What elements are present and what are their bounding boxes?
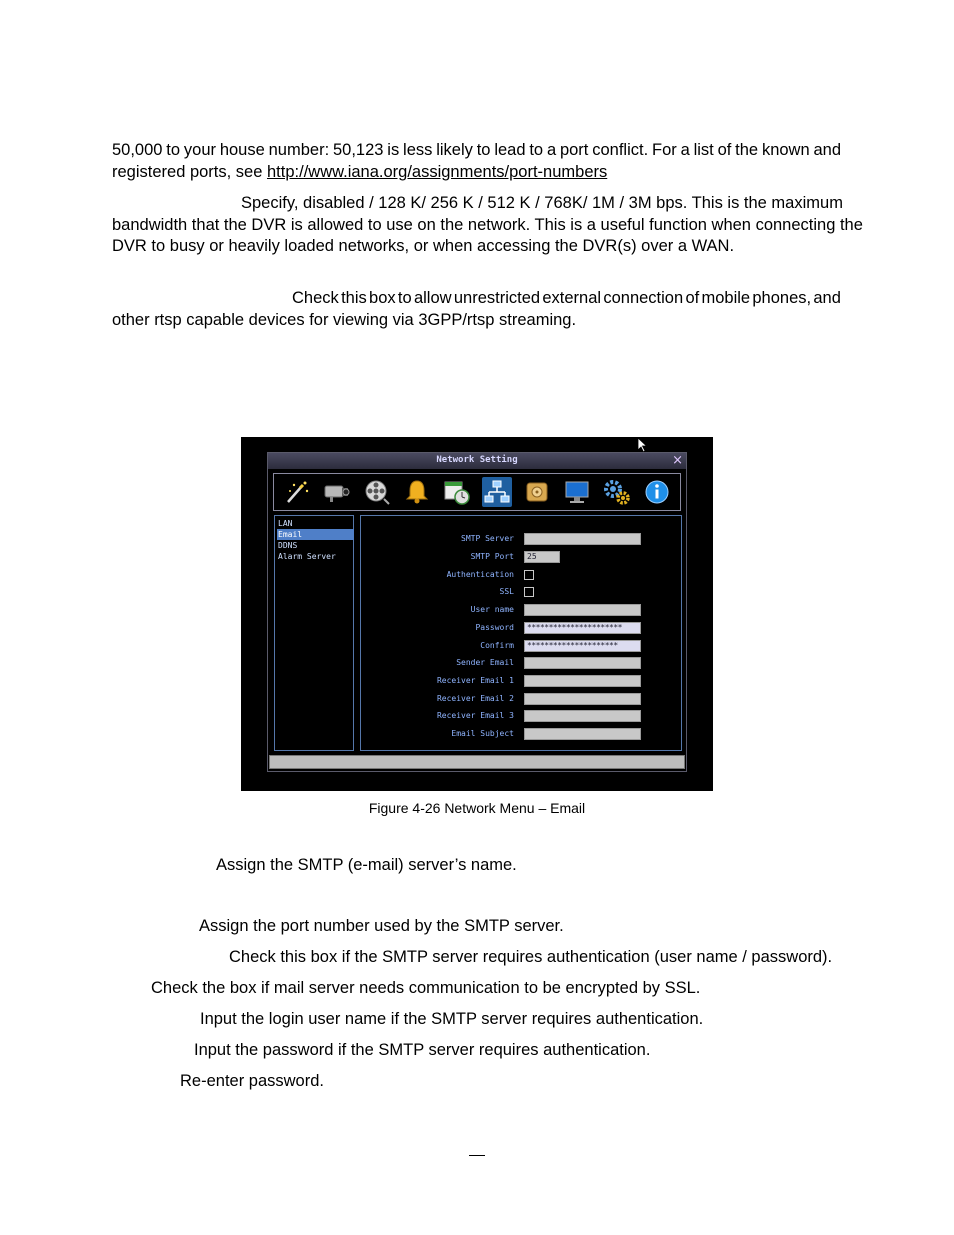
rtsp-word: connection	[603, 289, 684, 307]
rtsp-word: unrestricted	[453, 289, 541, 307]
sender-email-label: Sender Email	[456, 658, 514, 667]
system-gear-icon[interactable]	[602, 477, 632, 507]
intro-line-1	[112, 140, 841, 162]
bandwidth-line-2: bandwidth that the DVR is allowed to use on the network. This is a useful function when connecting the	[112, 215, 863, 234]
figure-caption: Figure 4-26 Network Menu – Email	[368, 800, 586, 816]
bandwidth-line-3: DVR to busy or heavily loaded networks, or when accessing the DVR(s) over a WAN.	[112, 237, 735, 255]
window-title: Network Setting	[436, 455, 518, 465]
menu-item-lan[interactable]: LAN	[278, 519, 293, 528]
intro-word: the	[735, 141, 759, 159]
receiver-email-3-label: Receiver Email 3	[436, 711, 514, 720]
network-email-screenshot	[241, 437, 713, 791]
intro-word: 50,000	[112, 141, 163, 159]
close-icon[interactable]: ×	[672, 453, 683, 468]
settings-toolbar	[273, 473, 681, 511]
user-name-description: Input the login user name if the SMTP server requires authentication.	[200, 1010, 704, 1028]
smtp-server-label: SMTP Server	[461, 534, 514, 543]
rtsp-line-1	[112, 288, 841, 310]
bandwidth-paragraph	[112, 193, 863, 258]
network-icon[interactable]	[482, 477, 512, 507]
intro-word: a	[546, 141, 557, 159]
disk-icon[interactable]	[522, 477, 552, 507]
intro-word: less	[403, 141, 433, 159]
intro-word: lead	[494, 141, 526, 159]
intro-word: is	[387, 141, 400, 159]
intro-word: and	[813, 141, 841, 159]
info-icon[interactable]	[642, 477, 672, 507]
password-label: Password	[475, 623, 514, 632]
ssl-label: SSL	[499, 587, 514, 596]
password-description: Input the password if the SMTP server requires authentication.	[194, 1041, 651, 1059]
ssl-description: Check the box if mail server needs communication to be encrypted by SSL.	[151, 979, 701, 997]
network-setting-window	[267, 452, 687, 772]
authentication-description: Check this box if the SMTP server requires authentication (user name / password).	[229, 948, 833, 966]
password-field[interactable]: **********************	[524, 622, 641, 634]
intro-word: to	[529, 141, 544, 159]
smtp-server-field[interactable]	[524, 533, 641, 545]
record-icon[interactable]	[362, 477, 392, 507]
menu-item-alarm-server[interactable]: Alarm Server	[278, 552, 336, 561]
mouse-cursor-icon	[637, 437, 649, 453]
authentication-checkbox[interactable]	[524, 570, 534, 580]
sender-email-field[interactable]	[524, 657, 641, 669]
ssl-checkbox[interactable]	[524, 587, 534, 597]
intro-word: to	[476, 141, 491, 159]
intro-word: of	[717, 141, 732, 159]
camera-icon[interactable]	[322, 477, 352, 507]
menu-item-ddns[interactable]: DDNS	[278, 541, 298, 550]
intro-word: house	[219, 141, 265, 159]
menu-item-email[interactable]: Email	[277, 529, 354, 540]
rtsp-word: external	[542, 289, 602, 307]
email-subject-label: Email Subject	[451, 729, 514, 738]
bandwidth-line-1: Specify, disabled / 128 K/ 256 K / 512 K / 768K/ 1M / 3M bps. This is the maximum	[241, 194, 843, 212]
schedule-icon[interactable]	[442, 477, 472, 507]
user-name-field[interactable]	[524, 604, 641, 616]
monitor-icon[interactable]	[562, 477, 592, 507]
intro-word: 50,123	[332, 141, 384, 159]
rtsp-word: of	[685, 289, 700, 307]
rtsp-line-2: other rtsp capable devices for viewing via 3GPP/rtsp streaming.	[112, 310, 577, 329]
user-name-label: User name	[470, 605, 514, 614]
network-menu-list	[274, 515, 354, 751]
receiver-email-1-label: Receiver Email 1	[436, 676, 514, 685]
smtp-port-label: SMTP Port	[470, 552, 514, 561]
iana-port-numbers-link[interactable]: http://www.iana.org/assignments/port-numbers	[267, 162, 608, 181]
intro-text: registered ports, see	[112, 162, 267, 181]
confirm-field[interactable]: *********************	[524, 640, 641, 652]
intro-word: likely	[436, 141, 473, 159]
rtsp-word: this	[341, 289, 367, 307]
email-settings-panel	[360, 515, 682, 751]
alarm-bell-icon[interactable]	[402, 477, 432, 507]
confirm-label: Confirm	[480, 641, 514, 650]
receiver-email-2-label: Receiver Email 2	[436, 694, 514, 703]
receiver-email-2-field[interactable]	[524, 693, 641, 705]
smtp-port-field[interactable]: 25	[524, 551, 560, 563]
intro-word: known	[761, 141, 810, 159]
rtsp-word: to	[397, 289, 412, 307]
intro-word: list	[693, 141, 714, 159]
rtsp-word: mobile	[701, 289, 751, 307]
wizard-icon[interactable]	[282, 477, 312, 507]
receiver-email-3-field[interactable]	[524, 710, 641, 722]
smtp-server-description: Assign the SMTP (e-mail) server’s name.	[216, 856, 517, 874]
intro-word: number:	[268, 141, 330, 159]
intro-paragraph	[112, 140, 841, 183]
intro-word: conflict.	[592, 141, 649, 159]
rtsp-word: Check	[292, 289, 339, 307]
rtsp-word: and	[813, 289, 841, 307]
receiver-email-1-field[interactable]	[524, 675, 641, 687]
confirm-description: Re-enter password.	[180, 1072, 324, 1090]
intro-word: to	[166, 141, 181, 159]
intro-word: For	[651, 141, 677, 159]
status-bar	[269, 755, 685, 769]
rtsp-word: phones,	[752, 289, 812, 307]
smtp-port-description: Assign the port number used by the SMTP server.	[199, 917, 564, 935]
window-titlebar	[268, 453, 686, 469]
intro-word: your	[183, 141, 216, 159]
rtsp-word: box	[369, 289, 396, 307]
page-number-rule	[469, 1155, 485, 1156]
intro-word: port	[559, 141, 589, 159]
rtsp-word: allow	[413, 289, 452, 307]
rtsp-paragraph	[112, 288, 841, 331]
intro-line-2	[112, 162, 841, 184]
intro-word: a	[680, 141, 690, 159]
email-subject-field[interactable]	[524, 728, 641, 740]
authentication-label: Authentication	[446, 570, 514, 579]
